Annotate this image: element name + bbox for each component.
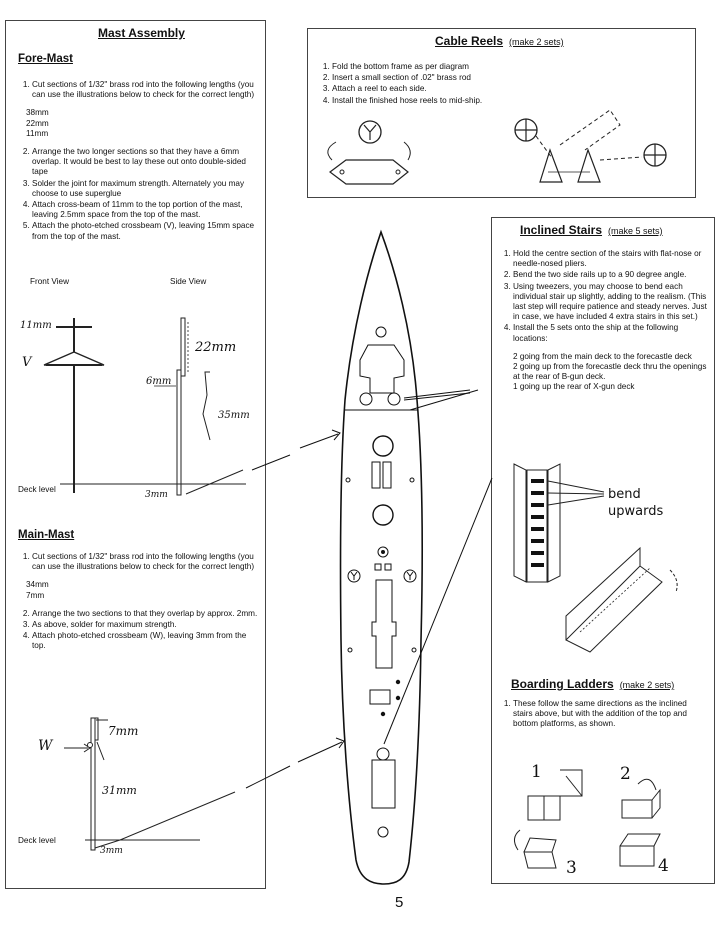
length-38mm: 38mm (26, 108, 49, 118)
cable-reels-step-3: 3. Attach a reel to each side. (332, 84, 674, 94)
fore-mast-step-1: 1. Cut sections of 1/32" brass rod into the following lengths (you can use the illustrations below to check for the correct length) (32, 80, 258, 100)
label-22mm: 22mm (195, 340, 237, 355)
main-mast-step-4: 4. Attach photo-etched crossbeam (W), leaving 3mm from the top. (32, 631, 258, 651)
fore-mast-heading: Fore-Mast (18, 53, 73, 65)
mast-assembly-title: Mast Assembly (98, 26, 185, 40)
cable-reels-step-1: 1. Fold the bottom frame as per diagram (332, 62, 674, 72)
side-view-label: Side View (170, 277, 207, 286)
fore-deck-level-label: Deck level (18, 485, 56, 494)
ladder-step-number-3: 3 (566, 858, 577, 878)
stairs-step-4: 4. Install the 5 sets onto the ship at the following locations: (513, 323, 707, 343)
label-3mm: 3mm (145, 490, 168, 500)
fore-mast-step-5: 5. Attach the photo-etched crossbeam (V), leaving 15mm space from the top of the mast. (32, 221, 258, 241)
boarding-ladders-title-text: Boarding Ladders (511, 677, 614, 691)
cable-reels-step-2: 2. Insert a small section of .02" brass rod (332, 73, 674, 83)
fore-mast-step-3: 3. Solder the joint for maximum strength. Alternately you may choose to use superglue (32, 179, 258, 199)
stairs-step-2: 2. Bend the two side rails up to a 90 degree angle. (513, 270, 707, 280)
label-main-3mm: 3mm (100, 846, 123, 856)
ladder-step-number-2: 2 (620, 764, 631, 784)
main-mast-heading: Main-Mast (18, 529, 75, 541)
inclined-stairs-title-text: Inclined Stairs (520, 223, 603, 237)
label-35mm: 35mm (218, 410, 250, 421)
length-11mm: 11mm (26, 128, 49, 138)
stairs-step-1: 1. Hold the centre section of the stairs with flat-nose or needle-nosed pliers. (513, 249, 707, 269)
main-mast-step-1: 1. Cut sections of 1/32" brass rod into the following lengths (you can use the illustrations below to check for the correct length) (32, 552, 258, 572)
front-view-label: Front View (30, 277, 69, 286)
fore-mast-step-4: 4. Attach cross-beam of 11mm to the top portion of the mast, leaving 2.5mm space from the top of the mast. (32, 200, 258, 220)
inclined-stairs-qty: (make 5 sets) (608, 226, 663, 236)
main-deck-level-label: Deck level (18, 836, 56, 845)
main-mast-step-3: 3. As above, solder for maximum strength. (32, 620, 258, 630)
cable-reels-qty: (make 2 sets) (509, 37, 564, 47)
boarding-ladders-qty: (make 2 sets) (619, 680, 675, 690)
label-6mm: 6mm (146, 376, 172, 387)
cable-reels-title-text: Cable Reels (435, 34, 504, 48)
stairs-step-3: 3. Using tweezers, you may choose to bend each individual stair up slightly, adding to the realism. (This last step will require patience and steady nerves. Just in case, we have included 4 extra stairs in this set.) (513, 282, 707, 323)
page-number: 5 (395, 894, 404, 911)
fore-mast-step-2: 2. Arrange the two longer sections so that they have a 6mm overlap. It would be best to lay these out onto double-sided tape (32, 147, 258, 178)
main-mast-step-2: 2. Arrange the two sections to that they overlap by approx. 2mm. (32, 609, 258, 619)
ladders-step-1: 1. These follow the same directions as the inclined stairs above, but with the addition of the top and bottom platforms, as shown. (513, 699, 705, 730)
label-v: V (22, 355, 32, 370)
stairs-location-2: 2 going up from the forecastle deck thru the openings at the rear of B-gun deck. (513, 362, 707, 382)
length-22mm: 22mm (26, 118, 49, 128)
stairs-location-1: 2 going from the main deck to the forecastle deck (513, 351, 692, 361)
cable-reels-step-4: 4. Install the finished hose reels to mid-ship. (332, 96, 674, 106)
ladder-step-number-4: 4 (658, 856, 669, 876)
length-7mm: 7mm (26, 590, 45, 600)
bend-upwards-label: bend upwards (608, 487, 664, 519)
ladder-step-number-1: 1 (531, 762, 542, 782)
label-31mm: 31mm (102, 784, 137, 797)
length-34mm: 34mm (26, 580, 49, 590)
stairs-location-3: 1 going up the rear of X-gun deck (513, 382, 635, 392)
label-11mm: 11mm (20, 320, 52, 331)
label-w: W (38, 738, 53, 754)
label-7mm: 7mm (108, 724, 139, 738)
